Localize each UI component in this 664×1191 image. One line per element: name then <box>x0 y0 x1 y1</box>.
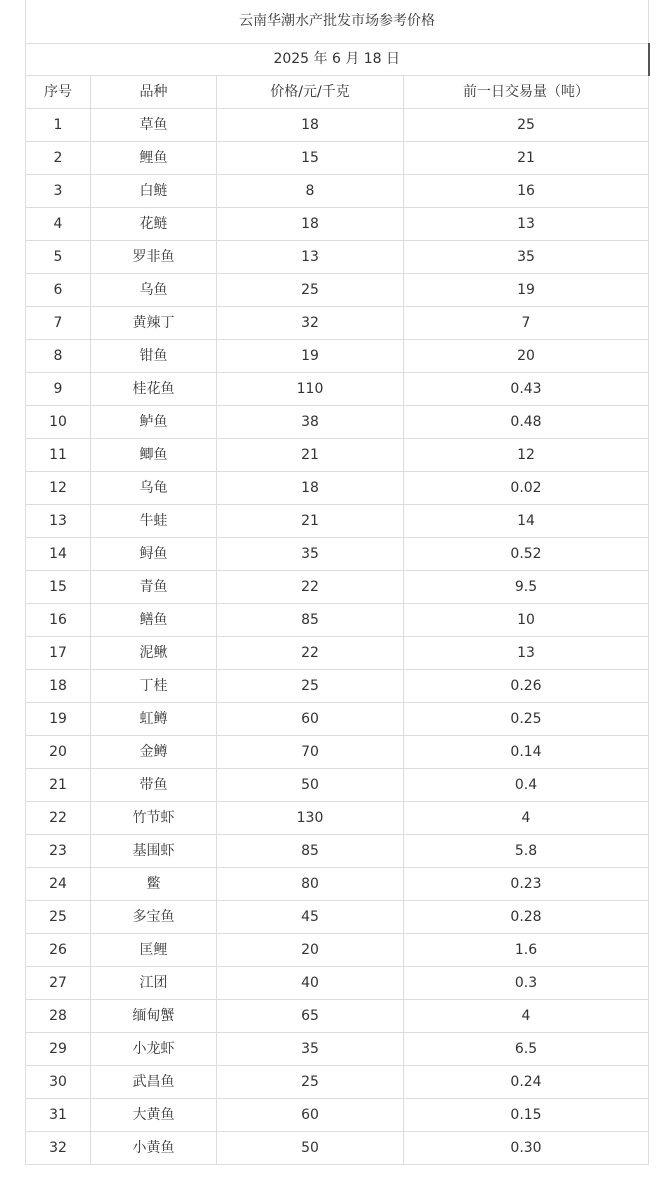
cell-index: 30 <box>26 1066 91 1099</box>
cell-volume: 0.43 <box>404 373 649 406</box>
cell-variety: 丁桂 <box>91 670 217 703</box>
cell-volume: 21 <box>404 142 649 175</box>
cell-price: 22 <box>217 571 404 604</box>
cell-volume: 13 <box>404 208 649 241</box>
cell-price: 40 <box>217 967 404 1000</box>
cell-variety: 江团 <box>91 967 217 1000</box>
cell-index: 23 <box>26 835 91 868</box>
price-table <box>25 0 650 1165</box>
cell-price: 32 <box>217 307 404 340</box>
cell-index: 10 <box>26 406 91 439</box>
cell-volume: 4 <box>404 1000 649 1033</box>
table-row <box>26 835 649 868</box>
cell-volume: 13 <box>404 637 649 670</box>
cell-index: 28 <box>26 1000 91 1033</box>
cell-variety: 鲟鱼 <box>91 538 217 571</box>
cell-price: 70 <box>217 736 404 769</box>
cell-variety: 金鳟 <box>91 736 217 769</box>
cell-variety: 鲈鱼 <box>91 406 217 439</box>
table-row <box>26 109 649 142</box>
table-row <box>26 1066 649 1099</box>
cell-index: 1 <box>26 109 91 142</box>
cell-volume: 0.24 <box>404 1066 649 1099</box>
cell-variety: 缅甸蟹 <box>91 1000 217 1033</box>
table-row <box>26 571 649 604</box>
cell-volume: 0.15 <box>404 1099 649 1132</box>
cell-index: 7 <box>26 307 91 340</box>
cell-variety: 鲤鱼 <box>91 142 217 175</box>
cell-index: 24 <box>26 868 91 901</box>
table-row <box>26 208 649 241</box>
cell-price: 8 <box>217 175 404 208</box>
cell-price: 35 <box>217 1033 404 1066</box>
cell-price: 85 <box>217 604 404 637</box>
cell-price: 50 <box>217 769 404 802</box>
table-row <box>26 736 649 769</box>
cell-variety: 虹鳟 <box>91 703 217 736</box>
cell-volume: 6.5 <box>404 1033 649 1066</box>
cell-index: 11 <box>26 439 91 472</box>
cell-price: 21 <box>217 505 404 538</box>
cell-variety: 花鲢 <box>91 208 217 241</box>
cell-variety: 武昌鱼 <box>91 1066 217 1099</box>
table-row <box>26 175 649 208</box>
cell-volume: 9.5 <box>404 571 649 604</box>
cell-volume: 14 <box>404 505 649 538</box>
cell-volume: 0.48 <box>404 406 649 439</box>
cell-price: 45 <box>217 901 404 934</box>
cell-index: 5 <box>26 241 91 274</box>
table-date: 2025 年 6 月 18 日 <box>26 44 649 76</box>
table-body <box>26 109 649 1165</box>
cell-volume: 0.25 <box>404 703 649 736</box>
cell-volume: 0.3 <box>404 967 649 1000</box>
cell-price: 35 <box>217 538 404 571</box>
cell-variety: 青鱼 <box>91 571 217 604</box>
cell-index: 29 <box>26 1033 91 1066</box>
table-row <box>26 1033 649 1066</box>
cell-volume: 5.8 <box>404 835 649 868</box>
cell-volume: 0.4 <box>404 769 649 802</box>
cell-price: 18 <box>217 208 404 241</box>
cell-index: 6 <box>26 274 91 307</box>
table-row <box>26 1132 649 1165</box>
cell-index: 14 <box>26 538 91 571</box>
cell-variety: 罗非鱼 <box>91 241 217 274</box>
cell-index: 31 <box>26 1099 91 1132</box>
cell-price: 22 <box>217 637 404 670</box>
cell-volume: 4 <box>404 802 649 835</box>
cell-volume: 20 <box>404 340 649 373</box>
cell-variety: 鳝鱼 <box>91 604 217 637</box>
cell-index: 20 <box>26 736 91 769</box>
table-row <box>26 1000 649 1033</box>
cell-index: 3 <box>26 175 91 208</box>
cell-index: 8 <box>26 340 91 373</box>
cell-price: 80 <box>217 868 404 901</box>
table-row <box>26 967 649 1000</box>
cell-variety: 小黄鱼 <box>91 1132 217 1165</box>
cell-variety: 基围虾 <box>91 835 217 868</box>
cell-variety: 大黄鱼 <box>91 1099 217 1132</box>
cell-price: 25 <box>217 1066 404 1099</box>
table-row <box>26 538 649 571</box>
cell-volume: 16 <box>404 175 649 208</box>
cell-index: 32 <box>26 1132 91 1165</box>
cell-index: 16 <box>26 604 91 637</box>
table-row <box>26 901 649 934</box>
table-row <box>26 703 649 736</box>
cell-volume: 0.30 <box>404 1132 649 1165</box>
table-title: 云南华潮水产批发市场参考价格 <box>26 0 649 44</box>
table-row <box>26 934 649 967</box>
table-row <box>26 241 649 274</box>
cell-index: 22 <box>26 802 91 835</box>
cell-index: 26 <box>26 934 91 967</box>
table-row <box>26 406 649 439</box>
table-row <box>26 868 649 901</box>
cell-price: 60 <box>217 703 404 736</box>
table-row <box>26 604 649 637</box>
cell-index: 19 <box>26 703 91 736</box>
cell-index: 4 <box>26 208 91 241</box>
cell-price: 50 <box>217 1132 404 1165</box>
cell-price: 21 <box>217 439 404 472</box>
cell-volume: 0.23 <box>404 868 649 901</box>
cell-price: 25 <box>217 274 404 307</box>
cell-index: 25 <box>26 901 91 934</box>
cell-volume: 25 <box>404 109 649 142</box>
table-row <box>26 142 649 175</box>
table-row <box>26 637 649 670</box>
cell-price: 65 <box>217 1000 404 1033</box>
price-table-container <box>25 0 648 1165</box>
table-title-row <box>26 0 649 44</box>
cell-price: 38 <box>217 406 404 439</box>
cell-volume: 12 <box>404 439 649 472</box>
cell-variety: 匡鲤 <box>91 934 217 967</box>
cell-variety: 鳖 <box>91 868 217 901</box>
cell-variety: 小龙虾 <box>91 1033 217 1066</box>
table-row <box>26 307 649 340</box>
cell-variety: 竹节虾 <box>91 802 217 835</box>
cell-variety: 草鱼 <box>91 109 217 142</box>
cell-variety: 多宝鱼 <box>91 901 217 934</box>
cell-volume: 0.26 <box>404 670 649 703</box>
cell-price: 15 <box>217 142 404 175</box>
cell-volume: 0.28 <box>404 901 649 934</box>
cell-variety: 钳鱼 <box>91 340 217 373</box>
table-row <box>26 439 649 472</box>
cell-price: 85 <box>217 835 404 868</box>
cell-variety: 牛蛙 <box>91 505 217 538</box>
cell-index: 15 <box>26 571 91 604</box>
cell-variety: 乌鱼 <box>91 274 217 307</box>
cell-variety: 乌龟 <box>91 472 217 505</box>
header-volume: 前一日交易量（吨） <box>404 76 649 109</box>
table-row <box>26 802 649 835</box>
cell-variety: 黄辣丁 <box>91 307 217 340</box>
cell-price: 60 <box>217 1099 404 1132</box>
cell-variety: 泥鳅 <box>91 637 217 670</box>
cell-volume: 19 <box>404 274 649 307</box>
cell-volume: 1.6 <box>404 934 649 967</box>
cell-price: 20 <box>217 934 404 967</box>
cell-volume: 7 <box>404 307 649 340</box>
cell-variety: 鲫鱼 <box>91 439 217 472</box>
cell-index: 18 <box>26 670 91 703</box>
table-date-row <box>26 44 649 76</box>
table-row <box>26 1099 649 1132</box>
cell-variety: 白鲢 <box>91 175 217 208</box>
cell-index: 12 <box>26 472 91 505</box>
table-row <box>26 472 649 505</box>
cell-price: 18 <box>217 472 404 505</box>
cell-price: 110 <box>217 373 404 406</box>
cell-index: 27 <box>26 967 91 1000</box>
cell-price: 25 <box>217 670 404 703</box>
cell-price: 13 <box>217 241 404 274</box>
cell-index: 17 <box>26 637 91 670</box>
cell-index: 9 <box>26 373 91 406</box>
cell-price: 18 <box>217 109 404 142</box>
cell-index: 13 <box>26 505 91 538</box>
cell-variety: 桂花鱼 <box>91 373 217 406</box>
cell-price: 130 <box>217 802 404 835</box>
cell-index: 21 <box>26 769 91 802</box>
table-row <box>26 340 649 373</box>
table-row <box>26 274 649 307</box>
header-variety: 品种 <box>91 76 217 109</box>
cell-volume: 10 <box>404 604 649 637</box>
table-row <box>26 505 649 538</box>
header-index: 序号 <box>26 76 91 109</box>
table-row <box>26 670 649 703</box>
cell-volume: 0.02 <box>404 472 649 505</box>
table-row <box>26 769 649 802</box>
cell-variety: 带鱼 <box>91 769 217 802</box>
table-header-row <box>26 76 649 109</box>
cell-volume: 35 <box>404 241 649 274</box>
cell-volume: 0.14 <box>404 736 649 769</box>
header-price: 价格/元/千克 <box>217 76 404 109</box>
cell-index: 2 <box>26 142 91 175</box>
table-row <box>26 373 649 406</box>
cell-price: 19 <box>217 340 404 373</box>
cell-volume: 0.52 <box>404 538 649 571</box>
